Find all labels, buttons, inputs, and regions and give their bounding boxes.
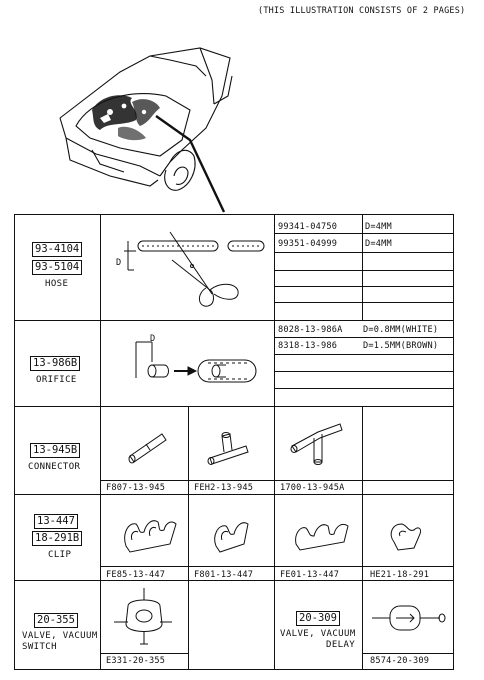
clip-illustration-4 [362,494,454,566]
hose-code-1: 93-4104 [32,242,82,257]
hose-label: HOSE [45,279,69,289]
valve-delay-part: 8574-20-309 [370,656,430,666]
connector-straight-illustration [100,406,188,480]
hose-spec-1: D=4MM [365,222,392,232]
hose-spec-2: D=4MM [365,239,392,249]
valve-switch-label-2: SWITCH [22,642,57,652]
orifice-label: ORIFICE [36,375,77,385]
hose-dim-label: D [116,258,122,268]
orifice-dim-label: D [150,334,156,344]
hose-code-2: 93-5104 [32,260,82,275]
orifice-part-1: 8028-13-986A [278,325,343,335]
clip-part-4: HE21-18-291 [370,570,430,580]
hose-part-2: 99351-04999 [278,239,338,249]
vacuum-delay-valve-illustration [362,580,454,652]
connector-code: 13-945B [30,443,80,458]
connector-label: CONNECTOR [28,462,81,472]
connector-part-2: FEH2-13-945 [194,483,254,493]
valve-delay-label-1: VALVE, VACUUM [280,629,356,639]
car-engine-bay-illustration [0,0,484,215]
clip-part-2: F801-13-447 [194,570,254,580]
clip-illustration-3 [274,494,362,566]
valve-switch-part: E331-20-355 [106,656,166,666]
page-note: (THIS ILLUSTRATION CONSISTS OF 2 PAGES) [258,6,466,16]
connector-part-3: 1700-13-945A [280,483,345,493]
orifice-spec-2: D=1.5MM(BROWN) [363,341,439,351]
orifice-illustration [100,320,274,406]
vacuum-switch-valve-illustration [100,580,188,654]
valve-delay-code: 20-309 [296,611,340,626]
orifice-code: 13-986B [30,356,80,371]
connector-tee-illustration [188,406,274,480]
clip-label: CLIP [48,550,72,560]
connector-part-1: F807-13-945 [106,483,166,493]
orifice-spec-1: D=0.8MM(WHITE) [363,325,439,335]
valve-delay-label-2: DELAY [326,640,356,650]
clip-part-3: FE01-13-447 [280,570,340,580]
valve-switch-code: 20-355 [34,613,78,628]
clip-code-1: 13-447 [34,514,78,529]
clip-part-1: FE85-13-447 [106,570,166,580]
connector-y-illustration [274,406,362,480]
clip-illustration-2 [188,494,274,566]
hose-part-1: 99341-04750 [278,222,338,232]
orifice-part-2: 8318-13-986 [278,341,338,351]
valve-switch-label-1: VALVE, VACUUM [22,631,98,641]
clip-illustration-1 [100,494,188,566]
clip-code-2: 18-291B [32,531,82,546]
hose-cutting-illustration [100,214,274,320]
